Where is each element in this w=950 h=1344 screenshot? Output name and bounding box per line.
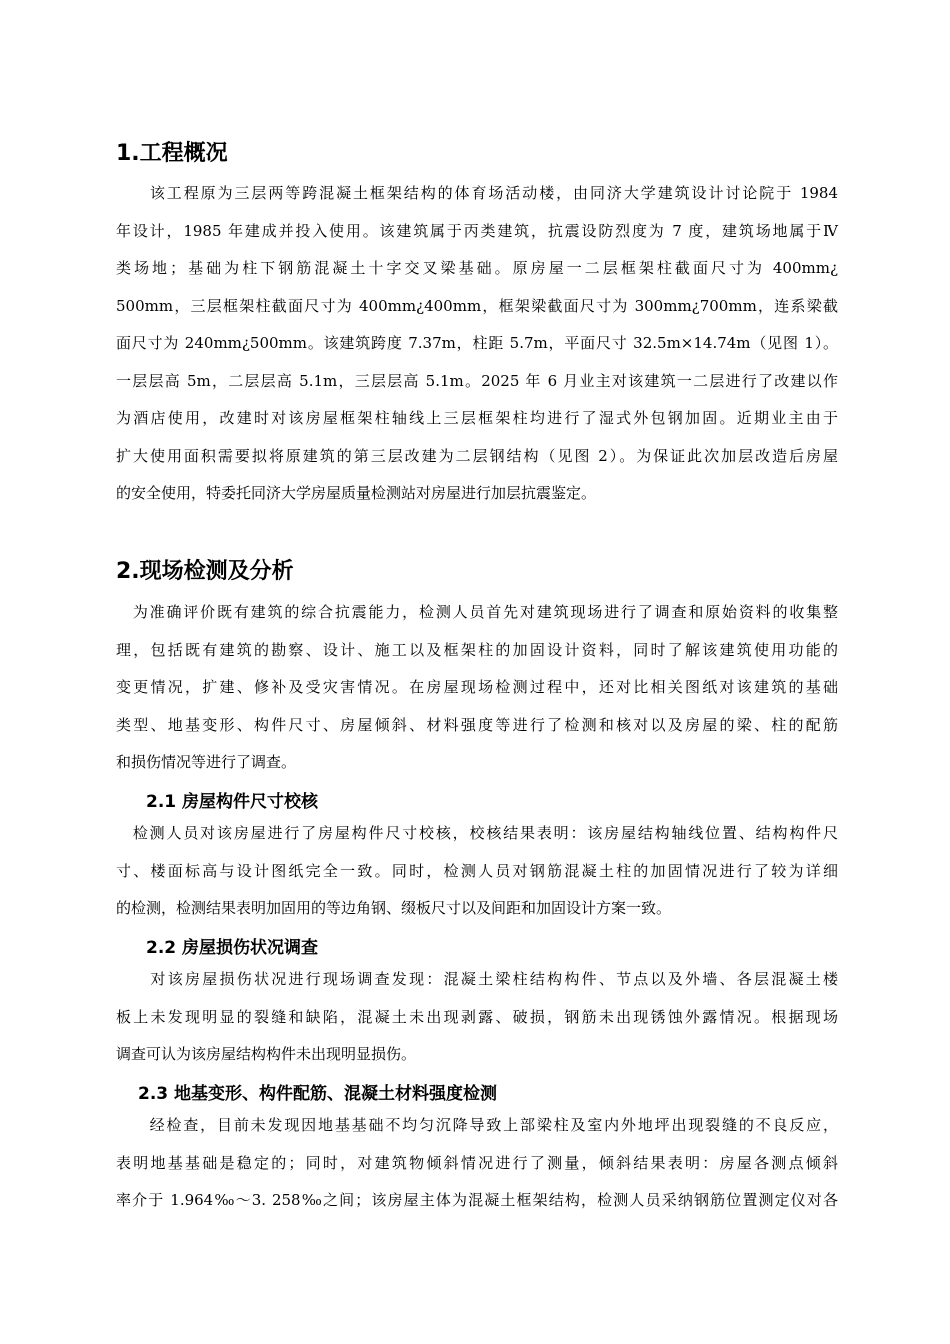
text-line: 理，包括既有建筑的勘察、设计、施工以及框架柱的加固设计资料，同时了解该建筑使用功能的 — [116, 640, 838, 659]
paragraph-damage-survey — [116, 961, 838, 1074]
text-line: 检测人员对该房屋进行了房屋构件尺寸校核，校核结果表明：该房屋结构轴线位置、结构构件尺 — [116, 824, 838, 842]
text-line: 的检测，检测结果表明加固用的等边角钢、缀板尺寸以及间距和加固设计方案一致。 — [116, 899, 672, 917]
section-heading-project-overview: 1.工程概况 — [116, 141, 228, 166]
text-line: 调查可认为该房屋结构构件未出现明显损伤。 — [116, 1045, 417, 1063]
paragraph-dimension-check — [116, 815, 838, 928]
text-line: 扩大使用面积需要拟将原建筑的第三层改建为二层钢结构（见图 2）。为保证此次加层改造后房屋 — [116, 446, 838, 465]
text-line: 和损伤情况等进行了调查。 — [116, 753, 297, 771]
paragraph-site-inspection — [116, 594, 838, 782]
text-line: 年设计，1985 年建成并投入使用。该建筑属于丙类建筑，抗震设防烈度为 7 度，建筑场地属于Ⅳ — [116, 221, 838, 240]
text-line: 率介于 1.964‰～3. 258‰之间；该房屋主体为混凝土框架结构，检测人员采纳钢筋位置测定仪对各 — [116, 1191, 838, 1209]
paragraph-project-overview — [116, 175, 838, 513]
text-line: 一层层高 5m，二层层高 5.1m，三层层高 5.1m。2025 年 6 月业主对该建筑一二层进行了改建以作 — [116, 371, 838, 390]
text-line: 板上未发现明显的裂缝和缺陷，混凝土未出现剥露、破损，钢筋未出现锈蚀外露情况。根据现场 — [116, 1007, 838, 1026]
text-line: 500mm，三层框架柱截面尺寸为 400mm¿400mm，框架梁截面尺寸为 300mm¿700mm，连系梁截 — [116, 296, 838, 315]
text-line: 类型、地基变形、构件尺寸、房屋倾斜、材料强度等进行了检测和核对以及房屋的梁、柱的配筋 — [116, 715, 838, 734]
text-line: 类场地；基础为柱下钢筋混凝土十字交叉梁基础。原房屋一二层框架柱截面尺寸为 400mm¿ — [116, 259, 838, 277]
text-line: 为酒店使用，改建时对该房屋框架柱轴线上三层框架柱均进行了湿式外包钢加固。近期业主由于 — [116, 409, 838, 427]
paragraph-foundation-material-test — [116, 1107, 838, 1220]
text-line: 寸、楼面标高与设计图纸完全一致。同时，检测人员对钢筋混凝土柱的加固情况进行了较为详细 — [116, 861, 838, 880]
subsection-heading-damage-survey: 2.2 房屋损伤状况调查 — [146, 938, 319, 958]
text-line: 变更情况，扩建、修补及受灾害情况。在房屋现场检测过程中，还对比相关图纸对该建筑的基础 — [116, 678, 838, 696]
section-heading-site-inspection: 2.现场检测及分析 — [116, 559, 294, 584]
text-line: 为准确评价既有建筑的综合抗震能力，检测人员首先对建筑现场进行了调查和原始资料的收集整 — [116, 603, 838, 621]
subsection-heading-dimension-check: 2.1 房屋构件尺寸校核 — [146, 792, 319, 812]
subsection-heading-foundation-material-test: 2.3 地基变形、构件配筋、混凝土材料强度检测 — [138, 1084, 498, 1104]
text-line: 对该房屋损伤状况进行现场调查发现：混凝土梁柱结构构件、节点以及外墙、各层混凝土楼 — [116, 970, 838, 988]
text-line: 经检查，目前未发现因地基基础不均匀沉降导致上部梁柱及室内外地坪出现裂缝的不良反应， — [116, 1116, 838, 1134]
text-line: 的安全使用，特委托同济大学房屋质量检测站对房屋进行加层抗震鉴定。 — [116, 484, 597, 502]
text-line: 面尺寸为 240mm¿500mm。该建筑跨度 7.37m，柱距 5.7m，平面尺寸 32.5m×14.74m（见图 1）。 — [116, 334, 838, 352]
text-line: 表明地基基础是稳定的；同时，对建筑物倾斜情况进行了测量，倾斜结果表明：房屋各测点倾斜 — [116, 1153, 838, 1172]
text-line: 该工程原为三层两等跨混凝土框架结构的体育场活动楼，由同济大学建筑设计讨论院于 1984 — [116, 184, 838, 202]
